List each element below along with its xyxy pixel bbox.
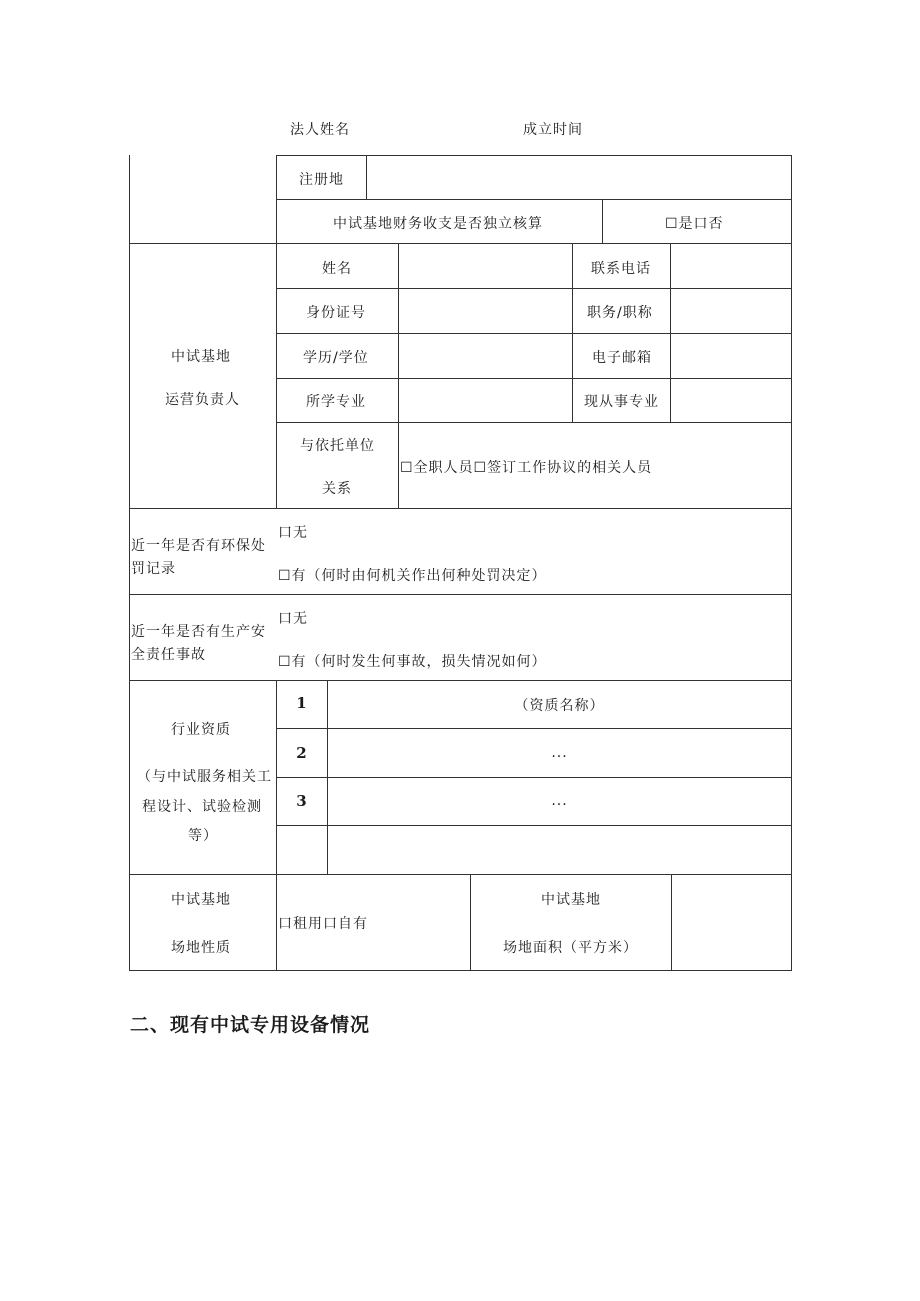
qualification-row-num: 1 <box>296 694 308 712</box>
qualification-label-line1: 行业资质 <box>171 722 231 738</box>
phone-label: 联系电话 <box>591 261 651 277</box>
current-major-label: 现从事专业 <box>584 394 659 410</box>
env-penalty-label-line1: 近一年是否有环保处 <box>131 538 266 554</box>
safety-accident-label-line1: 近一年是否有生产安 <box>131 624 266 640</box>
site-nature-label-line2: 场地性质 <box>171 940 231 956</box>
name-label: 姓名 <box>322 261 352 277</box>
education-label: 学历/学位 <box>303 350 369 366</box>
site-area-label-line1: 中试基地 <box>541 892 601 908</box>
safety-accident-label-line2: 全责任事故 <box>131 647 206 663</box>
registration-label: 注册地 <box>299 172 344 188</box>
finance-question: 中试基地财务收支是否独立核算 <box>333 216 543 232</box>
email-label: 电子邮箱 <box>592 350 652 366</box>
env-penalty-yes-checkbox[interactable]: ☐有（何时由何机关作出何种处罚决定） <box>278 568 547 584</box>
section-heading: 二、现有中试专用设备情况 <box>130 1014 371 1036</box>
qualification-label-line4: 等） <box>188 828 218 844</box>
operator-label-line2: 运营负责人 <box>165 392 240 408</box>
site-nature-checkboxes[interactable]: 口租用口自有 <box>278 916 368 932</box>
id-number-label: 身份证号 <box>306 305 366 321</box>
operator-label-line1: 中试基地 <box>171 349 231 365</box>
env-penalty-no-checkbox[interactable]: 口无 <box>278 525 308 541</box>
established-time-label: 成立时间 <box>523 122 583 138</box>
major-label: 所学专业 <box>306 394 366 410</box>
safety-accident-yes-checkbox[interactable]: ☐有（何时发生何事故，损失情况如何） <box>278 654 547 670</box>
qualification-row-text[interactable]: ... <box>551 745 568 761</box>
qualification-row-text[interactable]: （资质名称） <box>514 698 605 714</box>
env-penalty-label-line2: 罚记录 <box>131 561 176 577</box>
position-label: 职务/职称 <box>587 305 653 321</box>
qualification-row-num: 3 <box>296 792 308 810</box>
site-nature-label-line1: 中试基地 <box>171 892 231 908</box>
qualification-row-num: 2 <box>296 744 308 762</box>
qualification-row-text[interactable]: ... <box>551 793 568 809</box>
site-area-label-line2: 场地面积（平方米） <box>503 940 638 956</box>
qualification-label-line3: 程设计、试验检测 <box>142 799 262 815</box>
relation-label-line2: 关系 <box>322 481 352 497</box>
legal-person-name-label: 法人姓名 <box>290 122 350 138</box>
qualification-label-line2: （与中试服务相关工 <box>137 769 272 785</box>
finance-checkboxes[interactable]: ☐是口否 <box>665 216 724 232</box>
relation-label-line1: 与依托单位 <box>300 438 375 454</box>
relation-checkboxes[interactable]: ☐全职人员☐签订工作协议的相关人员 <box>400 460 653 476</box>
safety-accident-no-checkbox[interactable]: 口无 <box>278 611 308 627</box>
